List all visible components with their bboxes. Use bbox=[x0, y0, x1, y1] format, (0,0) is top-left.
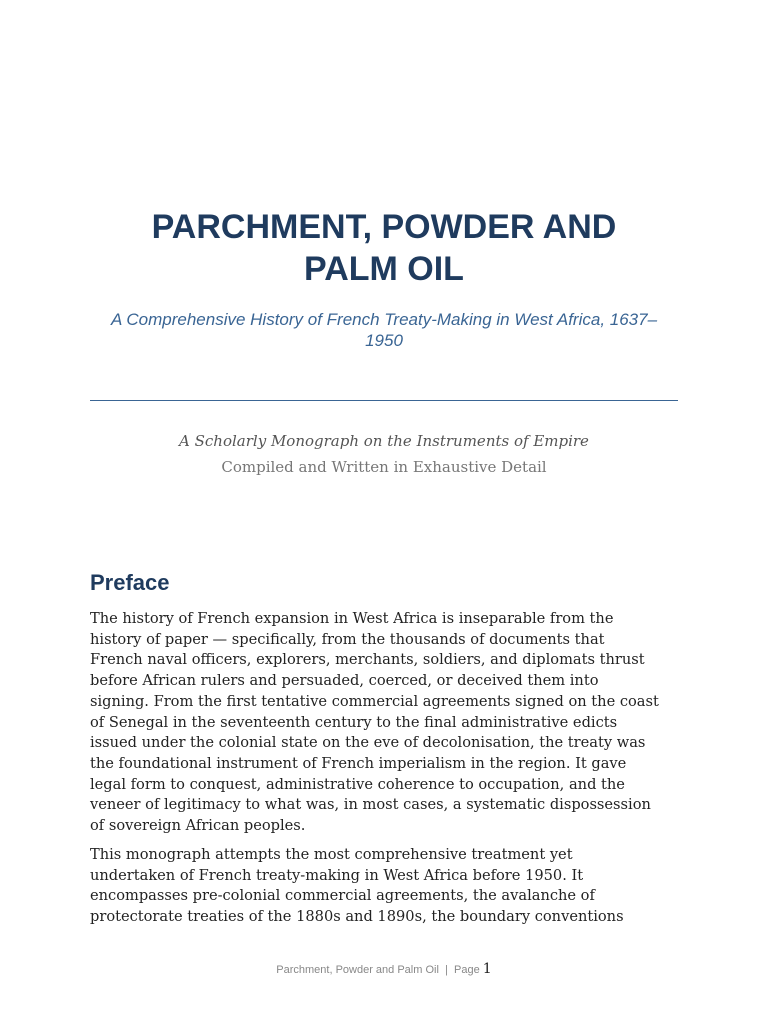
document-subtitle bbox=[90, 309, 678, 351]
text-line: veneer of legitimacy to what was, in most cases, a systematic dispossession bbox=[90, 796, 651, 814]
text-line: of sovereign African peoples. bbox=[90, 817, 306, 835]
text-line: of Senegal in the seventeenth century to the final administrative edicts bbox=[90, 713, 618, 731]
text-line: the foundational instrument of French imperialism in the region. It gave bbox=[90, 754, 627, 772]
text-line: signing. From the first tentative commercial agreements signed on the coast bbox=[90, 692, 659, 710]
text-line: French naval officers, explorers, merchants, soldiers, and diplomats thrust bbox=[90, 651, 645, 669]
text-line: history of paper — specifically, from the thousands of documents that bbox=[90, 630, 605, 648]
preface-heading: Preface bbox=[90, 570, 170, 595]
text-line: undertaken of French treaty-making in West Africa before 1950. It bbox=[90, 866, 584, 884]
text-line: encompasses pre-colonial commercial agreements, the avalanche of bbox=[90, 887, 595, 905]
text-line: before African rulers and persuaded, coerced, or deceived them into bbox=[90, 672, 599, 690]
text-line: issued under the colonial state on the eve of decolonisation, the treaty was bbox=[90, 734, 646, 752]
monograph-description: A Scholarly Monograph on the Instruments of Empire bbox=[179, 432, 589, 450]
preface-paragraph-2 bbox=[90, 845, 682, 928]
title-line: PALM OIL bbox=[304, 250, 464, 288]
text-line: The history of French expansion in West Africa is inseparable from the bbox=[90, 610, 614, 627]
subtitle-line: A Comprehensive History of French Treaty-Making in West Africa, 1637– bbox=[110, 310, 658, 329]
footer-separator: | bbox=[445, 964, 448, 976]
page-number: 1 bbox=[482, 961, 492, 977]
preface-paragraph-1 bbox=[90, 609, 682, 837]
title-divider bbox=[90, 400, 678, 401]
compiled-note: Compiled and Written in Exhaustive Detail bbox=[221, 458, 547, 476]
footer-running-title: Parchment, Powder and Palm Oil bbox=[276, 964, 439, 976]
title-line: PARCHMENT, POWDER AND bbox=[151, 208, 617, 246]
page-footer bbox=[0, 960, 768, 979]
text-line: legal form to conquest, administrative coherence to occupation, and the bbox=[90, 775, 625, 793]
document-title bbox=[90, 206, 678, 290]
subtitle-line: 1950 bbox=[365, 331, 403, 350]
text-line: This monograph attempts the most comprehensive treatment yet bbox=[90, 846, 573, 863]
footer-page-label: Page bbox=[454, 964, 480, 976]
text-line: protectorate treaties of the 1880s and 1890s, the boundary conventions bbox=[90, 908, 624, 926]
